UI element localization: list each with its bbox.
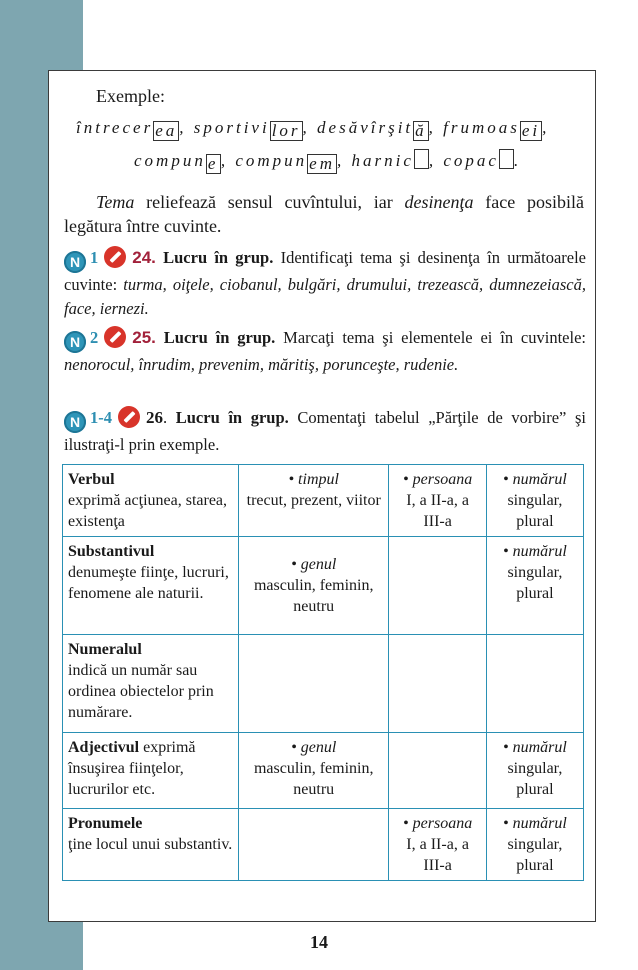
example-word: întrecer ea , [76, 118, 187, 140]
examples-line-2 [134, 149, 521, 174]
exercise-level: 1 [90, 248, 99, 267]
feature-cell-empty [389, 635, 486, 733]
table-row [63, 733, 584, 809]
pencil-icon [104, 326, 126, 348]
feature-cell-empty [389, 537, 486, 635]
example-word: sportivi lor , [193, 118, 310, 140]
feature-cell: • numărul singular, plural [486, 465, 583, 537]
term-cell: Numeralul indică un număr sau ordinea obiectelor prin numărare. [63, 635, 239, 733]
exercise-title: Lucru în grup. [163, 328, 276, 347]
exercise-title: Lucru în grup. [163, 248, 274, 267]
feature-cell-empty [486, 635, 583, 733]
exercise-level: 1-4 [90, 408, 112, 427]
table-row [63, 809, 584, 881]
desinence-box: lor [271, 121, 301, 140]
examples-line-1 [76, 118, 549, 141]
feature-cell: • genul masculin, feminin, neutru [239, 537, 389, 635]
feature-cell: • persoana I, a II-a, a III-a [389, 465, 486, 537]
feature-cell-empty [239, 809, 389, 881]
exercise-text: Marcaţi tema şi elementele ei în cuvintele: [275, 328, 586, 347]
exercise-number: 26 [146, 408, 163, 427]
exercise-26: N 1-4 26. Lucru în grup. Comentaţi tabelul „Părţile de vorbire” şi ilustraţi-l prin exemple. [64, 408, 586, 454]
example-word: compun e , [134, 151, 229, 173]
desinence-box: em [309, 154, 335, 173]
exercise-text: Identificaţi tema şi desinenţa în următoarele cuvinte: [64, 248, 587, 294]
table-row [63, 635, 584, 733]
page-number: 14 [310, 932, 328, 952]
feature-cell: • genul masculin, feminin, neutru [239, 733, 389, 809]
feature-cell-empty [239, 635, 389, 733]
exercise-words: nenorocul, înrudim, prevenim, măritiş, porunceşte, rudenie. [64, 355, 459, 374]
exercise-25 [64, 326, 586, 377]
feature-cell: • numărul singular, plural [486, 733, 583, 809]
example-word: copac . [443, 151, 522, 170]
exercise-24 [64, 246, 586, 321]
exercise-title: Lucru în grup. [175, 408, 289, 427]
exercise-number: 25. [132, 328, 156, 347]
desinence-box: ei [521, 121, 541, 140]
feature-cell: • numărul singular, plural [486, 537, 583, 635]
feature-cell: • timpul trecut, prezent, viitor [239, 465, 389, 537]
example-word: desăvîrşit ă , [317, 118, 436, 140]
term-cell: Pronumele ţine locul unui substantiv. [63, 809, 239, 881]
feature-cell-empty [389, 733, 486, 809]
level-n-icon: N [64, 331, 86, 353]
desinence-box [414, 149, 429, 169]
example-word: compun em , [235, 151, 345, 173]
desinence-box: e [206, 154, 221, 174]
term-cell: Adjectivul exprimă însuşirea fiinţelor, lucrurilor etc. [63, 733, 239, 809]
table-row [63, 465, 584, 537]
examples-title: Exemple: [96, 86, 165, 106]
exercise-level: 2 [90, 328, 99, 347]
exercise-text: Comentaţi tabelul „Părţile de vorbire” şi ilustraţi-l prin exemple. [64, 408, 586, 454]
exercise-number: 24. [132, 248, 156, 267]
parts-of-speech-table [62, 464, 584, 881]
level-n-icon: N [64, 411, 86, 433]
pencil-icon [104, 246, 126, 268]
level-n-icon: N [64, 251, 86, 273]
feature-cell: • persoana I, a II-a, a III-a [389, 809, 486, 881]
desinence-box: ă [415, 121, 427, 140]
desinence-box [499, 149, 514, 169]
feature-cell: • numărul singular, plural [486, 809, 583, 881]
desinence-box: ea [155, 121, 178, 140]
term-cell: Substantivul denumeşte fiinţe, lucruri, fenomene ale naturii. [63, 537, 239, 635]
exercise-words: turma, oiţele, ciobanul, bulgări, drumului, trezească, dumnezeiască, face, iernezi. [64, 275, 586, 318]
theme-paragraph: Tema reliefează sensul cuvîntului, iar desinenţa face posibilă legătura între cuvinte. [64, 192, 584, 236]
example-word: frumoas ei , [443, 118, 550, 140]
example-word: harnic , [351, 151, 437, 170]
pencil-icon [118, 406, 140, 428]
table-row [63, 537, 584, 635]
term-cell: Verbul exprimă acţiunea, starea, existenţa [63, 465, 239, 537]
